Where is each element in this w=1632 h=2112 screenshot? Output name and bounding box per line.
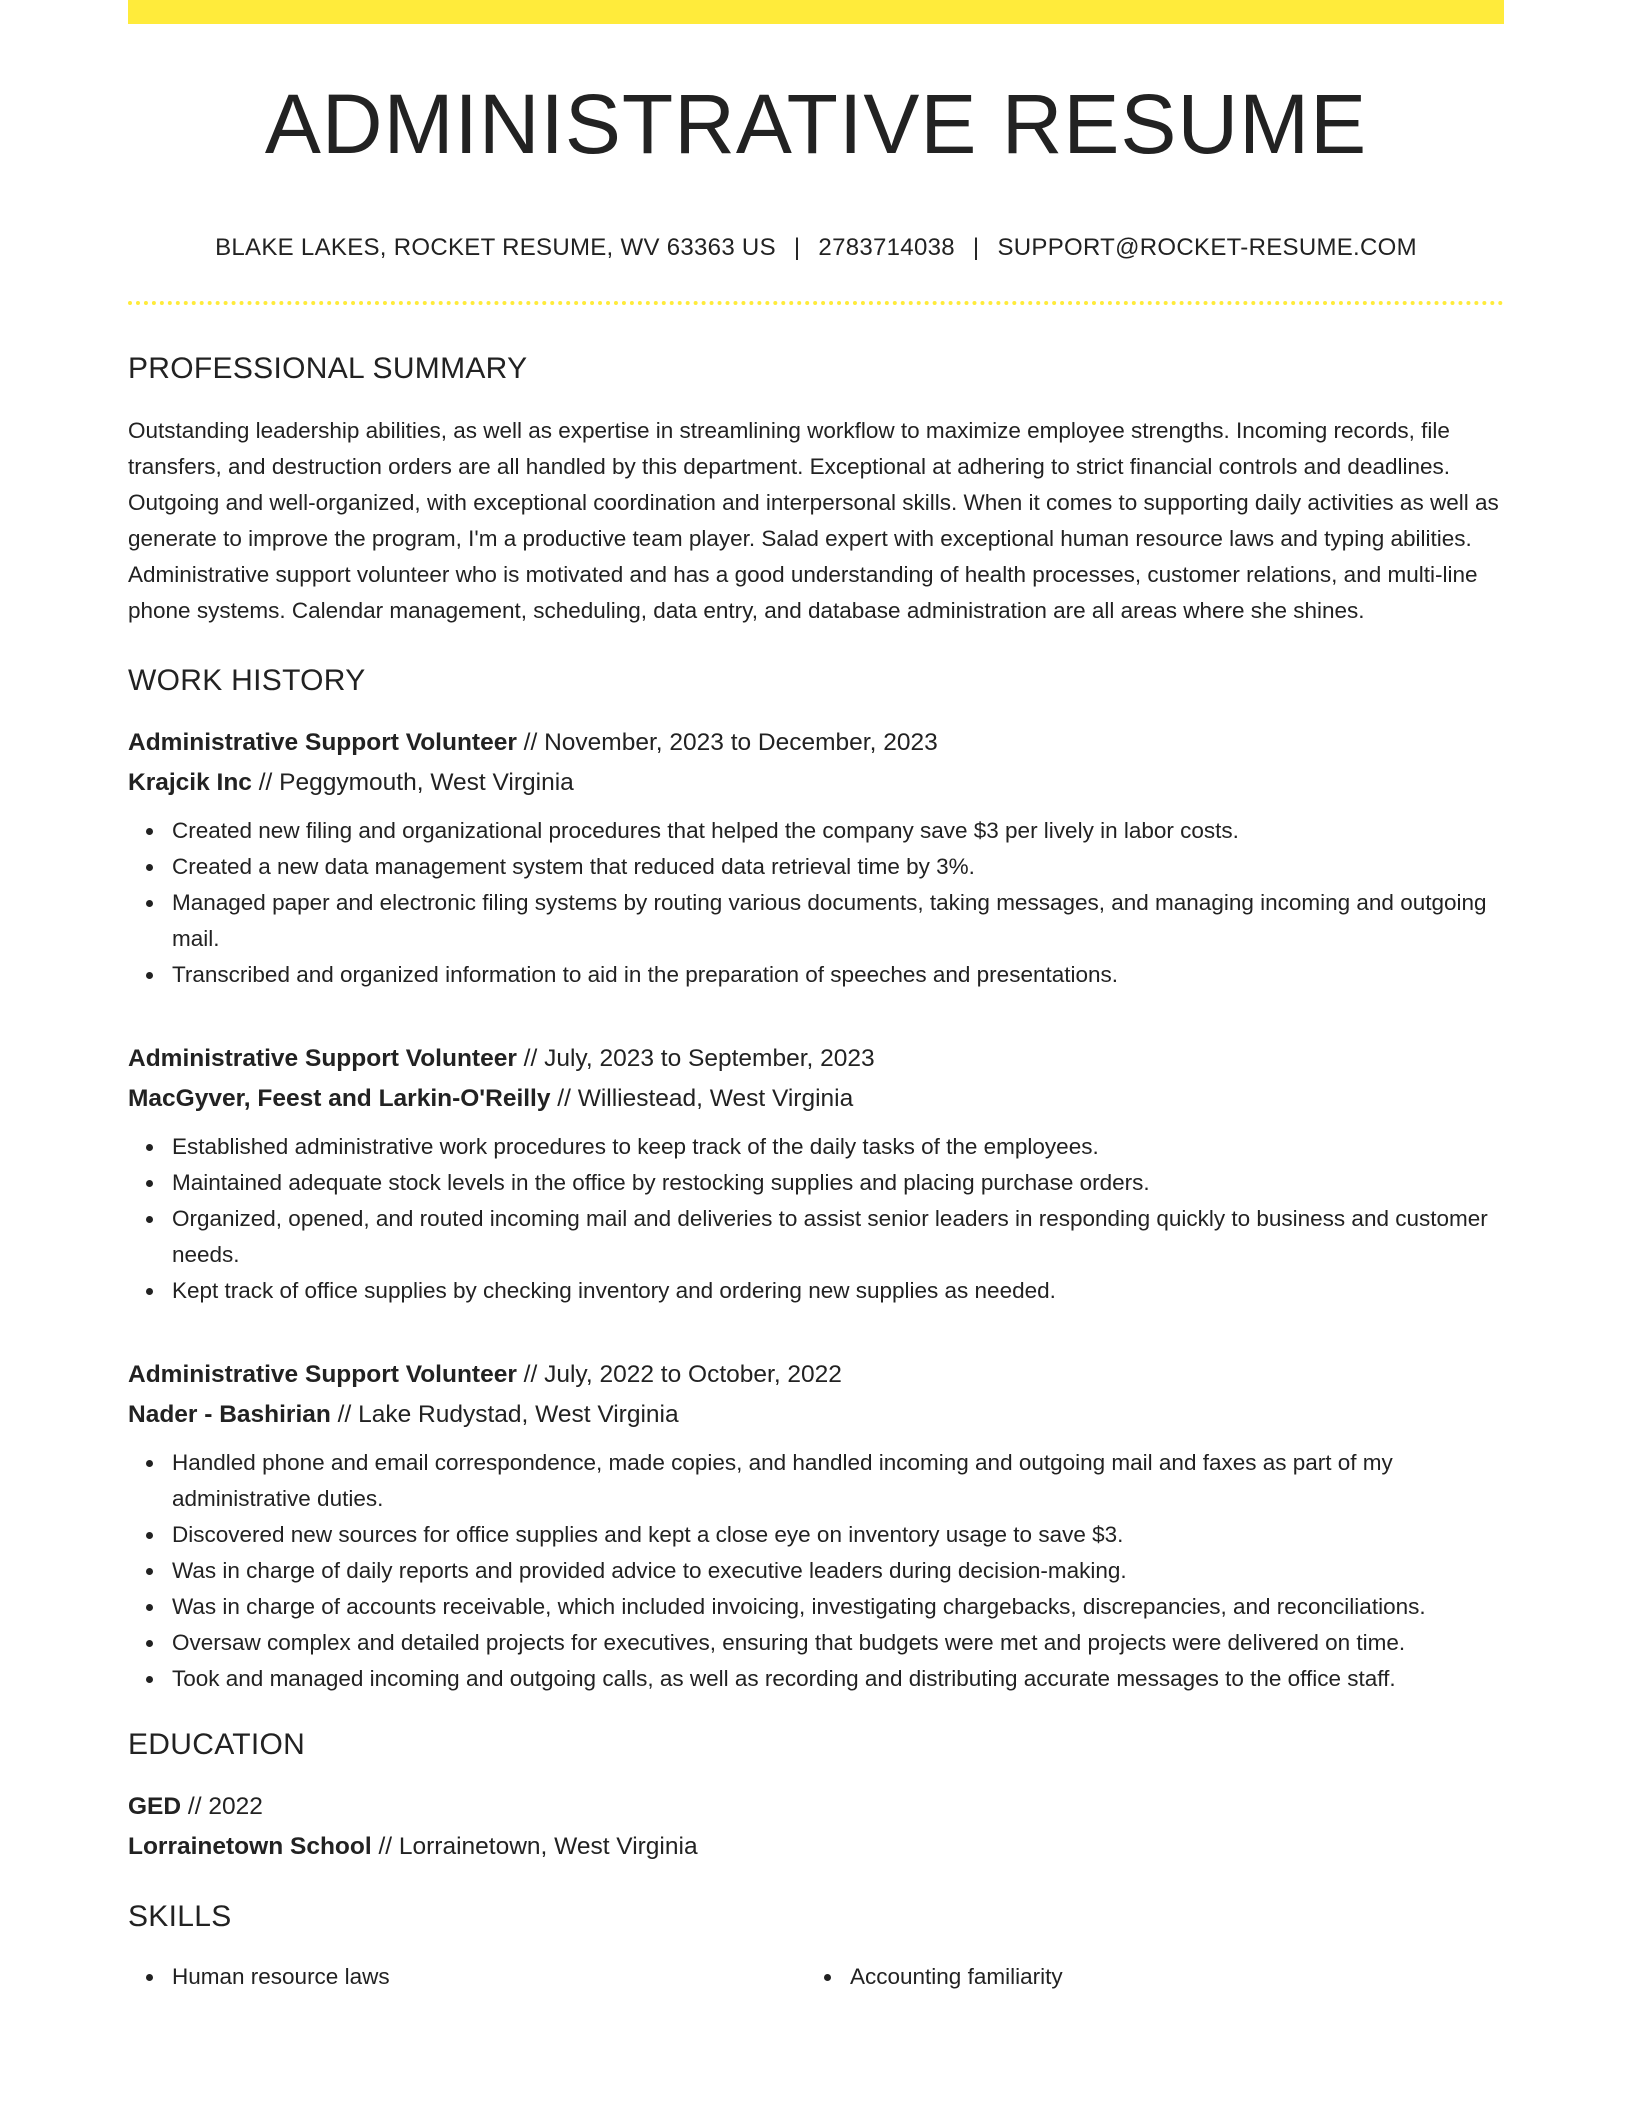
list-item: Established administrative work procedures to keep track of the daily tasks of the employees. [172, 1129, 1504, 1165]
job-role: Administrative Support Volunteer [128, 1361, 517, 1389]
list-item: Managed paper and electronic filing systems by routing various documents, taking messages, and managing incoming and outgoing mail. [172, 885, 1504, 957]
job-location: // Peggymouth, West Virginia [251, 769, 574, 797]
job-dates: // November, 2023 to December, 2023 [516, 729, 938, 757]
skills-grid [128, 1959, 1504, 1995]
list-item: Kept track of office supplies by checking inventory and ordering new supplies as needed. [172, 1273, 1504, 1309]
list-item: Created new filing and organizational procedures that helped the company save $3 per lively in labor costs. [172, 813, 1504, 849]
job-company-line [128, 1079, 1504, 1119]
document-title: ADMINISTRATIVE RESUME [264, 77, 1368, 171]
top-accent-bar [128, 0, 1504, 24]
contact-separator: | [793, 234, 801, 262]
list-item: Created a new data management system that reduced data retrieval time by 3%. [172, 849, 1504, 885]
job-bullets [128, 1129, 1504, 1309]
list-item: Handled phone and email correspondence, made copies, and handled incoming and outgoing mail and faxes as part of my administrative duties. [172, 1445, 1504, 1517]
job-entry [128, 723, 1504, 993]
list-item: Took and managed incoming and outgoing calls, as well as recording and distributing accurate messages to the office staff. [172, 1661, 1504, 1697]
job-entry [128, 1355, 1504, 1697]
job-title-line [128, 1355, 1504, 1395]
list-item: Discovered new sources for office supplies and kept a close eye on inventory usage to save $3. [172, 1517, 1504, 1553]
job-location: // Williestead, West Virginia [550, 1085, 854, 1113]
contact-address: BLAKE LAKES, ROCKET RESUME, WV 63363 US [215, 234, 776, 262]
education-location: // Lorrainetown, West Virginia [371, 1833, 698, 1861]
job-dates: // July, 2022 to October, 2022 [516, 1361, 842, 1389]
education-school-line [128, 1827, 1504, 1867]
skills-column-left [128, 1959, 806, 1995]
resume-page [128, 0, 1504, 1995]
list-item: Was in charge of daily reports and provided advice to executive leaders during decision-making. [172, 1553, 1504, 1589]
education-school: Lorrainetown School [128, 1833, 372, 1861]
section-heading-summary: PROFESSIONAL SUMMARY [128, 352, 528, 386]
job-entry [128, 1039, 1504, 1309]
education-year: // 2022 [181, 1793, 263, 1821]
job-dates: // July, 2023 to September, 2023 [516, 1045, 875, 1073]
contact-email: SUPPORT@ROCKET-RESUME.COM [997, 234, 1417, 262]
skill-item: Accounting familiarity [850, 1959, 1484, 1995]
contact-phone: 2783714038 [818, 234, 955, 262]
job-location: // Lake Rudystad, West Virginia [330, 1401, 679, 1429]
job-company: Nader - Bashirian [128, 1401, 331, 1429]
contact-line [128, 234, 1504, 263]
job-company: Krajcik Inc [128, 769, 252, 797]
job-company: MacGyver, Feest and Larkin-O'Reilly [128, 1085, 551, 1113]
list-item: Organized, opened, and routed incoming mail and deliveries to assist senior leaders in responding quickly to business and customer needs. [172, 1201, 1504, 1273]
section-heading-work-history: WORK HISTORY [128, 664, 366, 698]
job-role: Administrative Support Volunteer [128, 729, 517, 757]
dotted-divider [128, 301, 1504, 305]
skills-column-right [806, 1959, 1484, 1995]
job-company-line [128, 1395, 1504, 1435]
contact-separator: | [972, 234, 980, 262]
list-item: Maintained adequate stock levels in the office by restocking supplies and placing purchase orders. [172, 1165, 1504, 1201]
job-title-line [128, 723, 1504, 763]
section-heading-education: EDUCATION [128, 1728, 306, 1762]
education-degree: GED [128, 1793, 182, 1821]
list-item: Transcribed and organized information to aid in the preparation of speeches and presentations. [172, 957, 1504, 993]
job-company-line [128, 763, 1504, 803]
list-item: Oversaw complex and detailed projects for executives, ensuring that budgets were met and projects were delivered on time. [172, 1625, 1504, 1661]
job-role: Administrative Support Volunteer [128, 1045, 517, 1073]
skill-item: Human resource laws [172, 1959, 806, 1995]
job-bullets [128, 813, 1504, 993]
summary-paragraph: Outstanding leadership abilities, as well as expertise in streamlining workflow to maximize employee strengths. Incoming records, file transfers, and destruction orders are all handled by this department. Exceptional at adhering to strict financial controls and deadlines. Outgoing and well-organized, with exceptional coordination and interpersonal skills. When it comes to supporting daily activities as well as generate to improve the program, I'm a productive team player. Salad expert with exceptional human resource laws and typing abilities. Administrative support volunteer who is motivated and has a good understanding of health processes, customer relations, and multi-line phone systems. Calendar management, scheduling, data entry, and database administration are all areas where she shines. [128, 418, 1499, 624]
list-item: Was in charge of accounts receivable, which included invoicing, investigating chargebacks, discrepancies, and reconciliations. [172, 1589, 1504, 1625]
section-heading-skills: SKILLS [128, 1900, 232, 1934]
education-entry [128, 1787, 1504, 1867]
job-title-line [128, 1039, 1504, 1079]
job-bullets [128, 1445, 1504, 1697]
education-degree-line [128, 1787, 1504, 1827]
